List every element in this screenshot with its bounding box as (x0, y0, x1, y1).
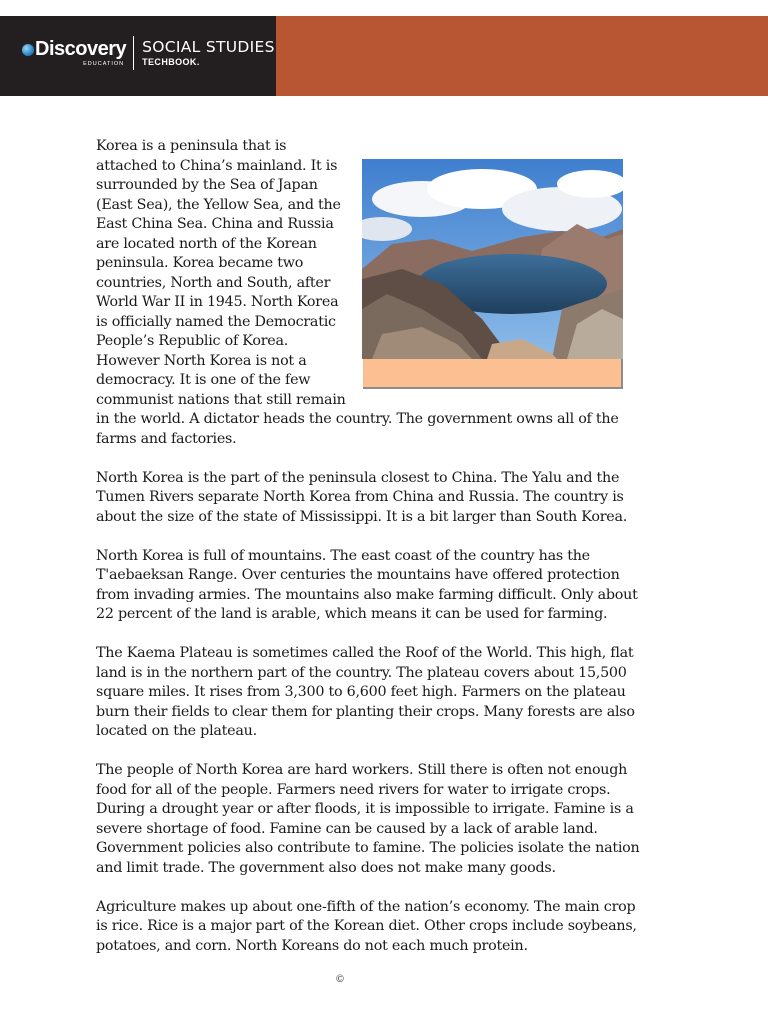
paragraph: North Korea is the part of the peninsula closest to China. The Yalu and the Tumen Rivers separate North Korea from China and Russia. The country is about the size of the state of Mississippi. It is a bit larger than South Korea. (96, 469, 628, 525)
brand-logo-area (0, 16, 276, 96)
paragraph: The people of North Korea are hard workers. Still there is often not enough food for all of the people. Farmers need rivers for water to irrigate crops. During a drought year or after floods, it is impossible to irrigate. Famine is a severe shortage of food. Famine can be caused by a lack of arable land. Government policies also contribute to famine. The policies isolate the nation and limit trade. The government also does not make many goods. (96, 762, 640, 876)
logo-wordmark (22, 38, 126, 60)
logo-sub-text: EDUCATION (83, 61, 125, 67)
header-accent-bar (276, 16, 768, 96)
paragraph: Agriculture makes up about one-fifth of the nation’s economy. The main crop is rice. Rice is a major part of the Korean diet. Other crops include soybeans, potatoes, and corn. North Koreans do not each much protein. (96, 898, 637, 954)
logo-brand-text: Discovery (35, 38, 127, 60)
globe-icon (22, 44, 34, 56)
page-header (0, 16, 768, 96)
figure (362, 159, 624, 389)
caption-box (363, 359, 623, 389)
logo-divider (133, 36, 134, 70)
article-body (96, 137, 644, 976)
discovery-education-logo[interactable] (22, 38, 275, 70)
paragraph-text: Korea is a peninsula that is attached to China’s mainland. It is surrounded by the Sea of Japan (East Sea), the Yellow Sea, and the East China Sea. China and Russia are located north of the Korean peninsula. Korea became two countries, North and South, after World War II in 1945. North Korea is officially named the Democratic People’s Republic of Korea. However North Korea is not a democracy. It is one of the few communist nations that still remain in the world. A dictator heads the country. The government owns all of the farms and factories. (96, 138, 619, 447)
copyright-footer: © (335, 974, 345, 985)
paragraph: The Kaema Plateau is sometimes called the Roof of the World. This high, flat land is in the northern part of the country. The plateau covers about 15,500 square miles. It rises from 3,300 to 6,600 feet high. Farmers on the plateau burn their fields to clear them for planting their crops. Many forests are also located on the plateau. (96, 645, 635, 739)
paragraph (96, 137, 644, 449)
product-subtitle: TECHBOOK. (142, 57, 200, 67)
crater-lake-photo (362, 159, 623, 359)
product-title: SOCIAL STUDIES (142, 38, 275, 56)
paragraph: North Korea is full of mountains. The east coast of the country has the T'aebaeksan Range. Over centuries the mountains have offered protection from invading armies. The mountains also make farming difficult. Only about 22 percent of the land is arable, which means it can be used for farming. (96, 547, 638, 622)
